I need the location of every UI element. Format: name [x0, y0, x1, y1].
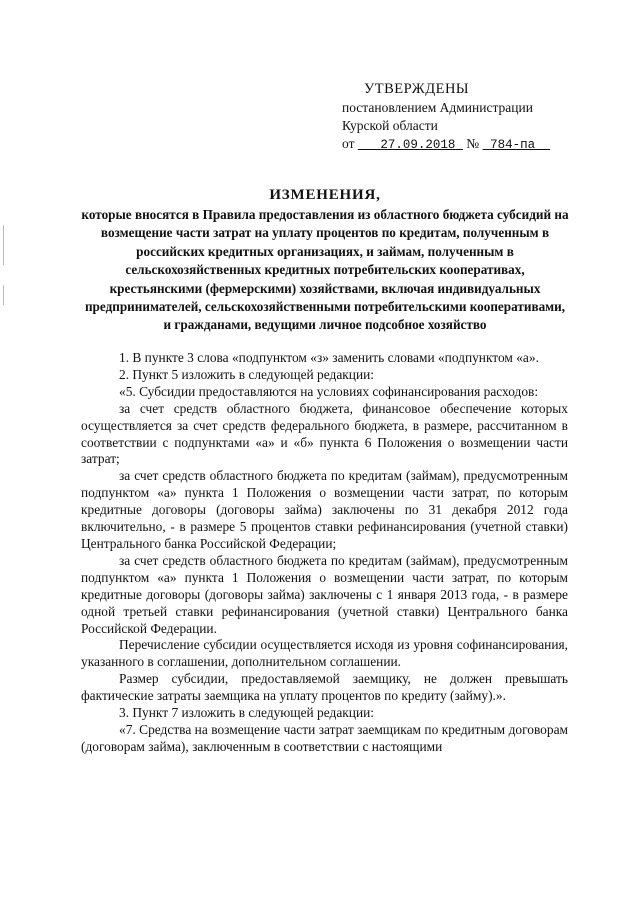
- approval-block: [342, 80, 602, 154]
- paragraph: за счет средств областного бюджета по кредитам (займам), предусмотренным подпунктом «а» пункта 1 Положения о возмещении части затрат, по которым кредитные договоры (договоры займа) заключены по 31 декабря 2012 года включительно, - в размере 5 процентов ставки рефинансирования (учетной ставки) Центрального банка Российской Федерации;: [81, 468, 568, 551]
- approval-header: УТВЕРЖДЕНЫ: [364, 81, 470, 97]
- scan-edge-mark: [3, 285, 4, 305]
- approval-date: 27.09.2018: [380, 138, 456, 152]
- approval-line: постановлением Администрации: [342, 100, 533, 115]
- document-title: ИЗМЕНЕНИЯ,: [269, 187, 381, 203]
- paragraph: 1. В пункте 3 слова «подпунктом «з» заменить словами «подпунктом «а».: [119, 350, 539, 365]
- document-body: [81, 350, 568, 756]
- paragraph: за счет средств областного бюджета по кредитам (займам), предусмотренным подпунктом «а» пункта 1 Положения о возмещении части затрат, по которым кредитные договоры (договоры займа) заключены с 1 января 2013 года, - в размере одной третьей ставки рефинансирования (учетной ставки) Центрального банка Российской Федерации.: [81, 552, 568, 636]
- number-prefix: №: [466, 136, 480, 151]
- paragraph: 2. Пункт 5 изложить в следующей редакции:: [119, 366, 375, 382]
- paragraph: «7. Средства на возмещение части затрат заемщикам по кредитным договорам (договорам займа), заключенным в соответствии с настоящими: [81, 721, 568, 754]
- paragraph: «5. Субсидии предоставляются на условиях софинансирования расходов:: [119, 383, 539, 399]
- document-subtitle: которые вносятся в Правила предоставления из областного бюджета субсидий на возмещение части затрат на уплату процентов по кредитам, полученным в российских кредитных организациях, и займам, полученным в сельскохозяйственных кредитных потребительских кооперативах, крестьянскими (фермерскими) хозяйствами, включая индивидуальных предпринимателей, сельскохозяйственными потребительскими кооперативами, и гражданами, ведущими личное подсобное хозяйство: [81, 207, 569, 333]
- approval-number: 784-па: [490, 138, 536, 152]
- date-prefix: от: [342, 136, 355, 151]
- paragraph: 3. Пункт 7 изложить в следующей редакции:: [119, 705, 375, 721]
- scan-edge-mark: [3, 225, 4, 265]
- title-block: [80, 187, 570, 335]
- approval-line: Курской области: [342, 118, 438, 133]
- paragraph: Перечисление субсидии осуществляется исходя из уровня софинансирования, указанного в соглашении, дополнительном соглашении.: [81, 637, 568, 670]
- paragraph: за счет средств областного бюджета, финансовое обеспечение которых осуществляется за счет средств федерального бюджета, в размере, рассчитанном в соответствии с подпунктами «а» и «б» пункта 6 Положения о возмещении части затрат;: [81, 400, 568, 467]
- approval-date-line: [342, 135, 602, 154]
- paragraph: Размер субсидии, предоставляемой заемщику, не должен превышать фактические затраты заемщика на уплату процентов по кредиту (займу).».: [81, 671, 568, 704]
